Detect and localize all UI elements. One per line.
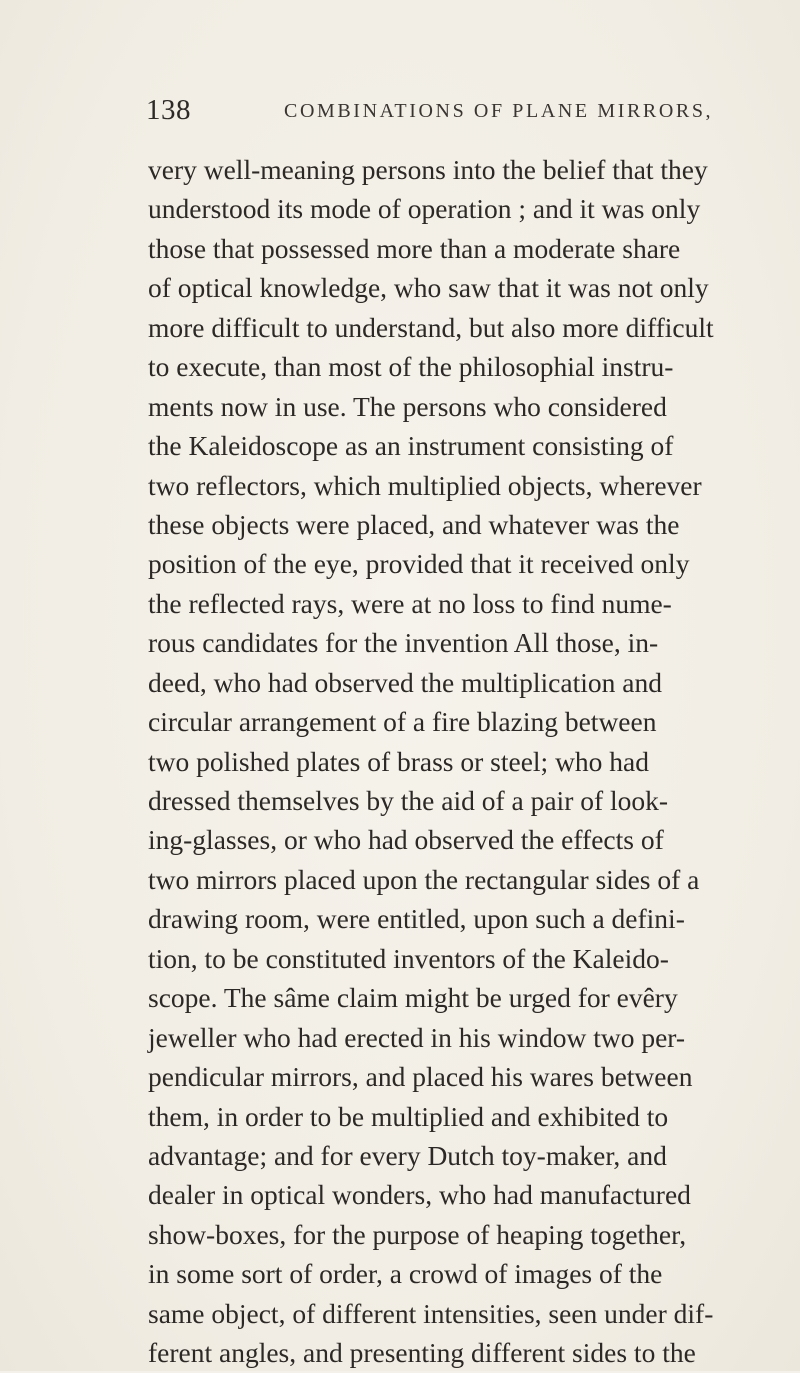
text-line: them, in order to be multiplied and exhibited to	[148, 1100, 669, 1132]
text-line: ments now in use. The persons who considered	[148, 390, 667, 422]
running-title: COMBINATIONS OF PLANE MIRRORS,	[284, 100, 714, 122]
text-line: to execute, than most of the philosophial instru-	[148, 351, 674, 383]
text-line: show-boxes, for the purpose of heaping together,	[148, 1218, 687, 1250]
text-line: pendicular mirrors, and placed his wares between	[148, 1061, 693, 1093]
text-line: those that possessed more than a moderate share	[148, 232, 681, 264]
text-line: dressed themselves by the aid of a pair of look-	[148, 785, 669, 816]
text-line: these objects were placed, and whatever was the	[148, 508, 680, 540]
text-line: ferent angles, and presenting different sides to the	[148, 1337, 696, 1369]
text-line: scope. The sâme claim might be urged for evêry	[148, 982, 678, 1014]
text-line: jeweller who had erected in his window two per-	[148, 1021, 686, 1053]
text-line: same object, of different intensities, seen under dif-	[148, 1297, 714, 1329]
text-line: position of the eye, provided that it received only	[148, 548, 690, 580]
text-line: the reflected rays, were at no loss to find nume-	[148, 587, 672, 619]
text-line: two mirrors placed upon the rectangular sides of a	[148, 863, 700, 895]
text-line: the Kaleidoscope as an instrument consisting of	[148, 430, 674, 462]
text-line: very well-meaning persons into the belief that they	[148, 154, 708, 185]
text-line: ing-glasses, or who had observed the effects of	[148, 824, 664, 856]
text-line: tion, to be constituted inventors of the Kaleido-	[148, 942, 669, 974]
text-line: circular arrangement of a fire blazing between	[148, 706, 657, 738]
body-text	[148, 150, 788, 1373]
text-line: two polished plates of brass or steel; who had	[148, 745, 650, 777]
text-line: two reflectors, which multiplied objects, wherever	[148, 469, 702, 501]
text-line: rous candidates for the invention All those, in-	[148, 627, 659, 659]
text-line: deed, who had observed the multiplication and	[148, 666, 662, 698]
text-line: dealer in optical wonders, who had manufactured	[148, 1179, 691, 1211]
text-line: understood its mode of operation ; and it was only	[148, 193, 701, 225]
text-line: advantage; and for every Dutch toy-maker, and	[148, 1139, 667, 1171]
text-line: drawing room, were entitled, upon such a defini-	[148, 903, 685, 935]
text-line: more difficult to understand, but also more difficult	[148, 311, 714, 343]
page-number: 138	[146, 94, 191, 126]
text-line: in some sort of order, a crowd of images of the	[148, 1258, 663, 1290]
running-head	[146, 94, 766, 128]
text-line: of optical knowledge, who saw that it was not only	[148, 272, 709, 304]
